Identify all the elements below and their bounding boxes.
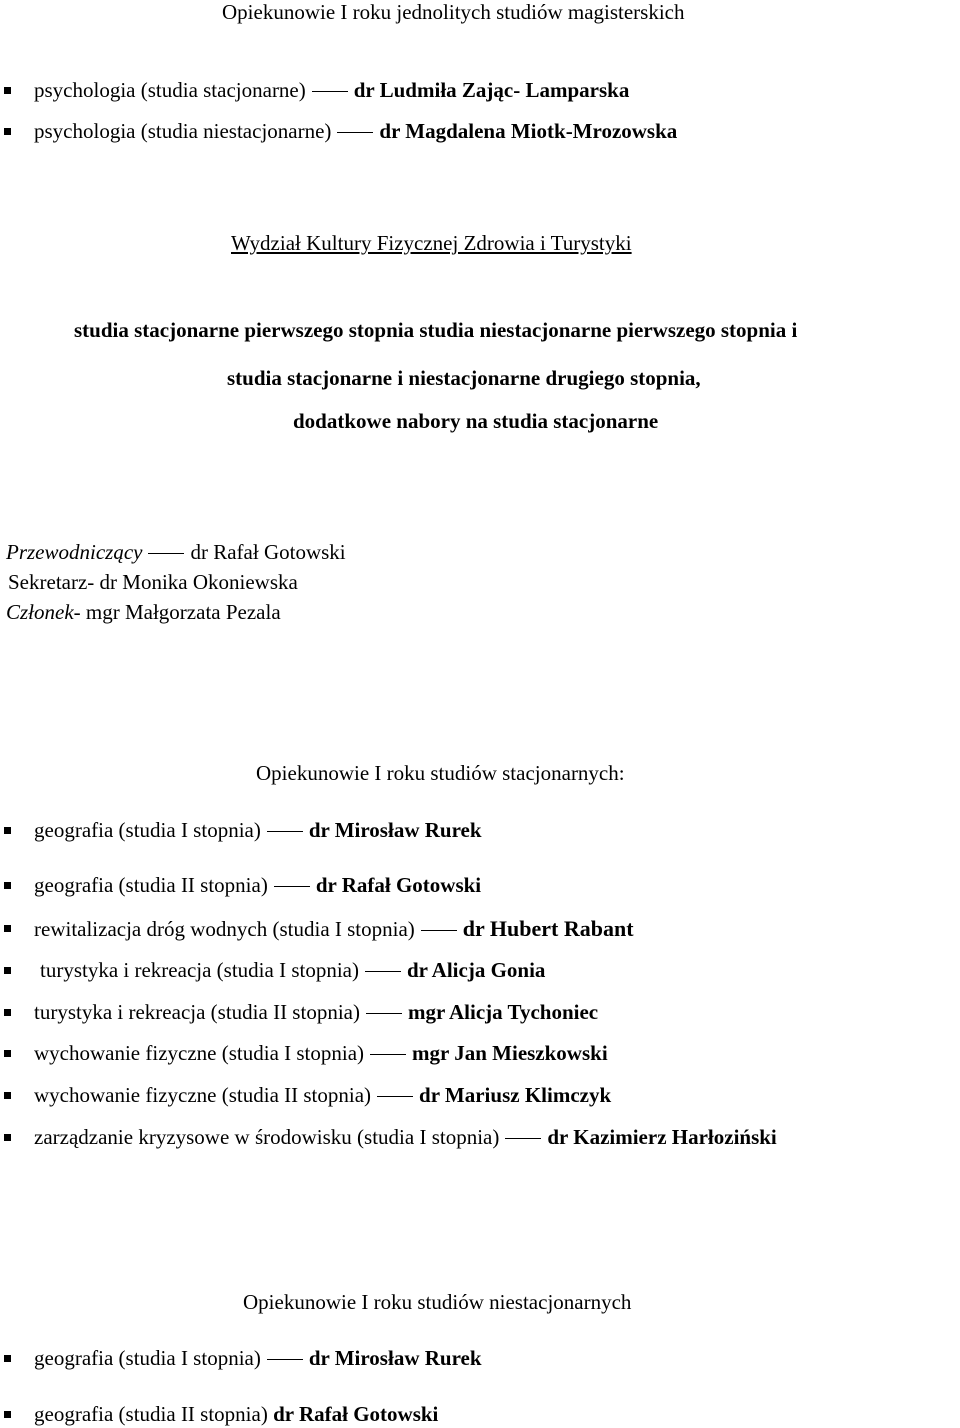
dash bbox=[267, 831, 303, 832]
field-label: wychowanie fizyczne (studia I stopnia) bbox=[34, 1041, 365, 1065]
chair-name: dr Rafał Gotowski bbox=[190, 540, 346, 564]
committee-chair bbox=[6, 540, 346, 565]
bullet bbox=[4, 827, 11, 834]
person-name: dr Ludmiła Zając- Lamparska bbox=[353, 78, 630, 102]
list-item bbox=[34, 119, 677, 144]
committee-member bbox=[6, 600, 281, 625]
person-name: dr Magdalena Miotk-Mrozowska bbox=[379, 119, 678, 143]
committee-secretary: Sekretarz- dr Monika Okoniewska bbox=[8, 570, 298, 594]
field-label: rewitalizacja dróg wodnych (studia I stopnia) bbox=[34, 917, 415, 941]
bullet bbox=[4, 87, 11, 94]
member-role: Członek bbox=[6, 600, 74, 624]
list-item bbox=[40, 958, 545, 983]
list-item bbox=[34, 873, 481, 898]
list-item bbox=[34, 1083, 611, 1108]
field-label: zarządzanie kryzysowe w środowisku (studia I stopnia) bbox=[34, 1125, 500, 1149]
field-label: psychologia (studia niestacjonarne) bbox=[34, 119, 332, 143]
dash bbox=[365, 971, 401, 972]
field-label: psychologia (studia stacjonarne) bbox=[34, 78, 306, 102]
studies-line: studia stacjonarne pierwszego stopnia studia niestacjonarne pierwszego stopnia i bbox=[74, 318, 798, 342]
list-item bbox=[34, 1041, 608, 1066]
person-name: mgr Alicja Tychoniec bbox=[407, 1000, 599, 1024]
dash bbox=[148, 553, 184, 554]
bullet bbox=[4, 967, 11, 974]
studies-line: studia stacjonarne i niestacjonarne drugiego stopnia, bbox=[227, 366, 701, 390]
field-label: geografia (studia I stopnia) bbox=[34, 1346, 261, 1370]
field-label: wychowanie fizyczne (studia II stopnia) bbox=[34, 1083, 372, 1107]
person-name: dr Hubert Rabant bbox=[462, 916, 634, 941]
list-item bbox=[34, 1125, 777, 1150]
field-label: turystyka i rekreacja (studia II stopnia) bbox=[34, 1000, 360, 1024]
list-item bbox=[34, 1000, 598, 1025]
person-name: dr Mirosław Rurek bbox=[308, 818, 482, 842]
bullet bbox=[4, 128, 11, 135]
dash bbox=[366, 1013, 402, 1014]
dash bbox=[337, 132, 373, 133]
bullet bbox=[4, 1092, 11, 1099]
field-label: geografia (studia II stopnia) bbox=[34, 873, 268, 897]
bullet bbox=[4, 1355, 11, 1362]
heading-niestacjonarne: Opiekunowie I roku studiów niestacjonarnych bbox=[243, 1290, 632, 1314]
person-name: dr Kazimierz Harłoziński bbox=[547, 1125, 777, 1149]
list-item bbox=[34, 78, 629, 103]
field-label: geografia (studia II stopnia) bbox=[34, 1402, 268, 1426]
list-item bbox=[34, 1346, 482, 1371]
dash bbox=[505, 1138, 541, 1139]
faculty-title: Wydział Kultury Fizycznej Zdrowia i Turystyki bbox=[231, 231, 632, 255]
bullet bbox=[4, 1411, 11, 1418]
bullet bbox=[4, 1134, 11, 1141]
dash bbox=[377, 1096, 413, 1097]
dash bbox=[421, 930, 457, 931]
member-name: - mgr Małgorzata Pezala bbox=[73, 600, 281, 624]
dash bbox=[370, 1054, 406, 1055]
person-name: mgr Jan Mieszkowski bbox=[412, 1041, 608, 1065]
heading-stacjonarne: Opiekunowie I roku studiów stacjonarnych: bbox=[256, 761, 625, 785]
dash bbox=[312, 91, 348, 92]
person-name: dr Alicja Gonia bbox=[406, 958, 546, 982]
list-item bbox=[34, 916, 634, 942]
studies-line: dodatkowe nabory na studia stacjonarne bbox=[293, 409, 659, 433]
heading-jednolite: Opiekunowie I roku jednolitych studiów magisterskich bbox=[222, 0, 685, 24]
bullet bbox=[4, 1050, 11, 1057]
bullet bbox=[4, 1009, 11, 1016]
person-name: dr Mariusz Klimczyk bbox=[419, 1083, 612, 1107]
list-item bbox=[34, 818, 482, 843]
bullet bbox=[4, 882, 11, 889]
person-name: dr Mirosław Rurek bbox=[308, 1346, 482, 1370]
field-label: turystyka i rekreacja (studia I stopnia) bbox=[40, 958, 359, 982]
field-label: geografia (studia I stopnia) bbox=[34, 818, 261, 842]
dash bbox=[267, 1359, 303, 1360]
chair-role: Przewodniczący bbox=[6, 540, 143, 564]
bullet bbox=[4, 925, 11, 932]
dash bbox=[274, 886, 310, 887]
person-name: dr Rafał Gotowski bbox=[315, 873, 482, 897]
person-name: dr Rafał Gotowski bbox=[273, 1402, 439, 1426]
list-item bbox=[34, 1402, 438, 1427]
